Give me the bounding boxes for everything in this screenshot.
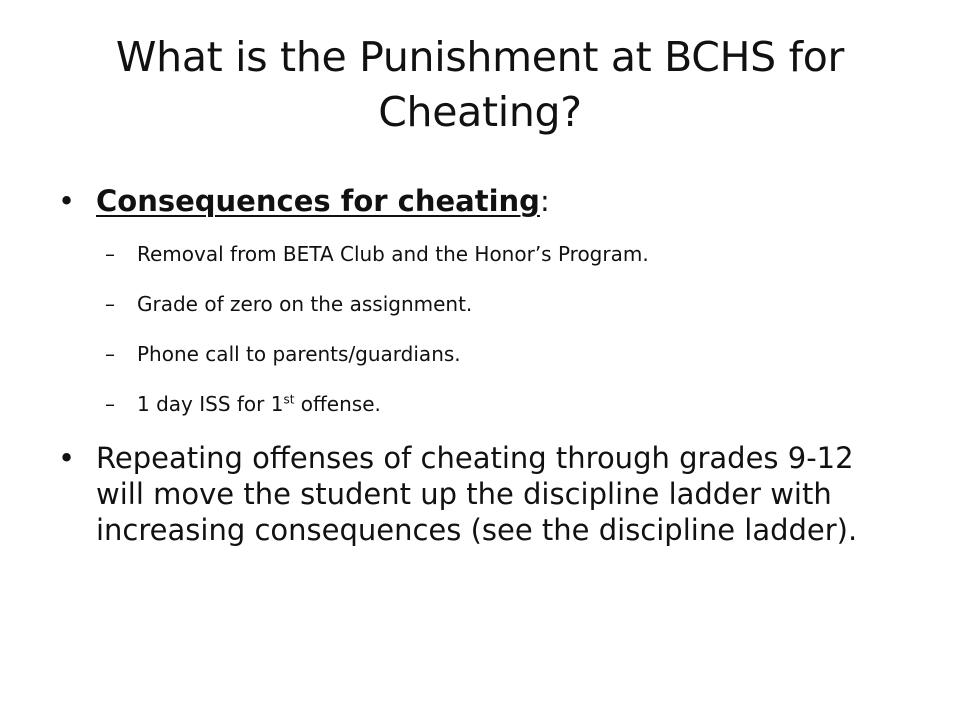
list-item-text-end: offense. xyxy=(294,392,381,416)
heading-colon: : xyxy=(539,184,550,218)
list-item xyxy=(105,242,894,292)
list-item xyxy=(105,292,894,342)
list-item-text: 1 day ISS for 1 xyxy=(137,392,284,416)
bullet-consequences xyxy=(58,183,896,219)
bullet-repeating-offenses xyxy=(58,440,896,548)
bullet-dot-icon: • xyxy=(58,441,76,475)
list-item xyxy=(105,392,894,442)
dash-icon: – xyxy=(105,242,115,266)
list-item-text: Grade of zero on the assignment. xyxy=(137,292,473,316)
consequences-heading: Consequences for cheating xyxy=(96,184,540,218)
list-item-text: Phone call to parents/guardians. xyxy=(137,342,461,366)
ordinal-superscript: st xyxy=(283,392,295,407)
dash-icon: – xyxy=(105,342,115,366)
dash-icon: – xyxy=(105,392,115,416)
slide-title: What is the Punishment at BCHS for Cheating? xyxy=(115,33,845,136)
list-item xyxy=(105,342,894,392)
list-item-text: Removal from BETA Club and the Honor’s Program. xyxy=(137,242,649,266)
repeating-offenses-text: Repeating offenses of cheating through grades 9-12 will move the student up the discipline ladder with increasing consequences (see the discipline ladder). xyxy=(96,441,858,547)
dash-icon: – xyxy=(105,292,115,316)
consequences-list xyxy=(105,242,894,442)
bullet-dot-icon: • xyxy=(58,184,76,218)
